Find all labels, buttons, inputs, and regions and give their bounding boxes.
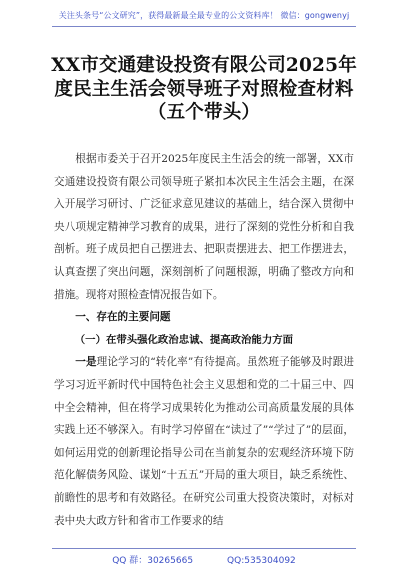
header-banner: 关注头条号“公文研究”，获得最新最全最专业的公文资料库！ 微信：gongwenyj <box>58 11 350 20</box>
point-text: 理论学习的“转化率”有待提高。虽然班子能够及时跟进学习习近平新时代中国特色社会主义思想和党的二十届三中、四中全会精神，但在将学习成果转化为推动公司高质量发展的具体实践上还不够深入。有时学习停留在“读过了”“学过了”的层面，如何运用党的创新理论指导公司在当前复杂的宏观经济环境下防范化解债务风险、谋划“十五五”开局的重大项目，缺乏系统性、前瞻性的思考和有效路径。在研究公司重大投资决策时，对标对表中央大政方针和省市工作要求的结 <box>54 356 354 527</box>
footer-qq-number: QQ:535304092 <box>227 556 296 566</box>
section-heading-problems: 一、存在的主要问题 <box>75 311 171 324</box>
intro-paragraph: 根据市委关于召开2025年度民主生活会的统一部署，XX市交通建设投资有限公司领导班子紧扣本次民主生活会主题，在深入开展学习研讨、广泛征求意见建议的基础上，结合深入贯彻中央八项规定精神学习教育的成果，进行了深刻的党性分析和自我剖析。班子成员把自己摆进去、把职责摆进去、把工作摆进去，认真查摆了突出问题，深刻剖析了问题根源，明确了整改方向和措施。现将对照检查情况报告如下。 <box>54 153 354 301</box>
document-body <box>54 148 354 532</box>
footer-contact <box>0 553 408 566</box>
subsection-heading-political-loyalty: （一）在带头强化政治忠诚、提高政治能力方面 <box>74 333 293 346</box>
document-title: XX市交通建设投资有限公司2025年度民主生活会领导班子对照检查材料（五个带头） <box>51 55 357 123</box>
header-divider <box>52 26 356 27</box>
footer-qq-group: QQ 群：30265665 <box>112 556 194 566</box>
footer-divider <box>52 548 356 549</box>
point-lead: 一是 <box>75 356 97 369</box>
point-paragraph-1 <box>54 351 354 532</box>
